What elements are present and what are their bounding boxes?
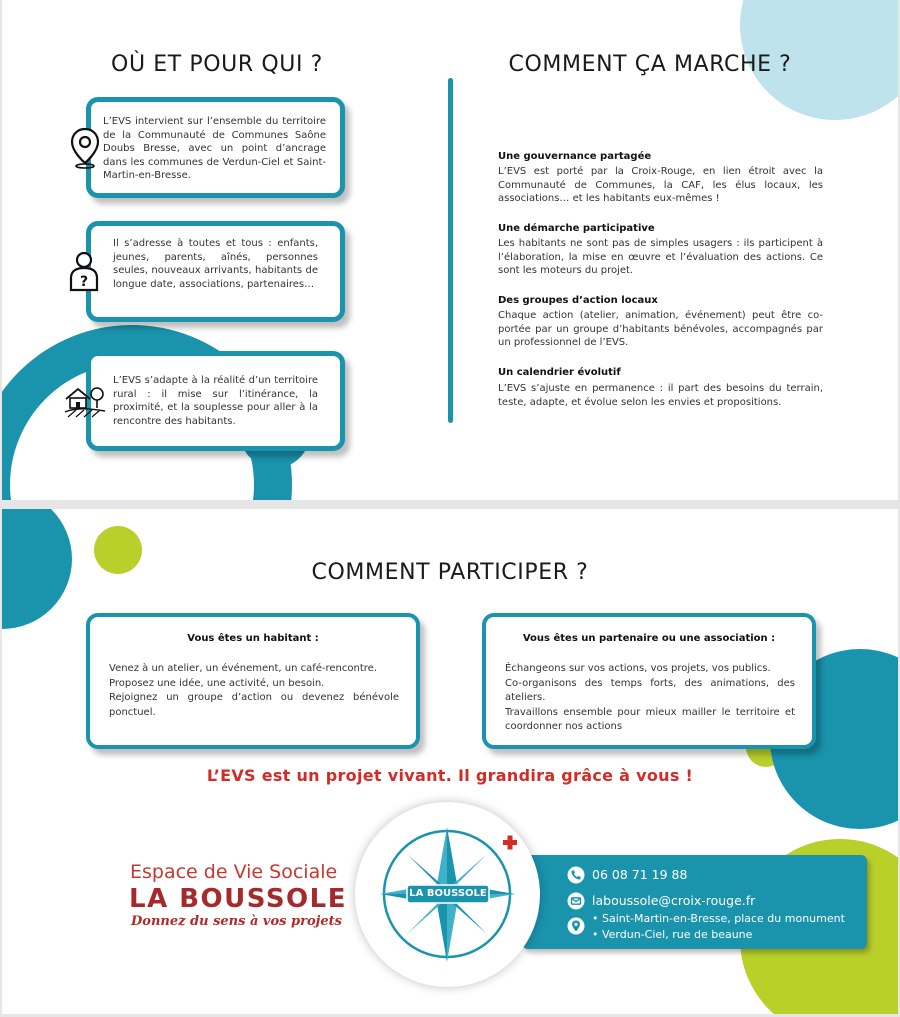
brand-tagline: Donnez du sens à vos projets <box>131 914 342 929</box>
partner-card <box>482 613 816 749</box>
svg-text:?: ? <box>79 274 89 290</box>
location-pin-icon <box>69 127 101 169</box>
rural-text: L’EVS s’adapte à la réalité d’un territoire rural : il mise sur l’itinérance, la proximité, et la souplesse pour aller à la rencontre des habitants. <box>113 375 318 427</box>
page-participate <box>2 509 898 1014</box>
phone-icon <box>567 866 585 884</box>
resident-card <box>86 613 420 749</box>
resident-line: Rejoignez un groupe d’action ou devenez bénévole ponctuel. <box>109 692 399 718</box>
brand-subtitle: Espace de Vie Sociale <box>130 861 338 883</box>
territory-text: L’EVS intervient sur l’ensemble du territoire de la Communauté de Communes Saône Doubs Bresse, avec un point d’ancrage dans les communes de Verdun-Ciel et Saint-Martin-en-Bresse. <box>103 116 326 182</box>
partner-card-body <box>505 662 795 735</box>
audience-text: Il s’adresse à toutes et tous : enfants, jeunes, parents, aînés, personnes seules, nouveaux arrivants, habitants de longue date, associations, partenaires… <box>113 238 318 290</box>
decor-circle-lime-small <box>94 526 142 574</box>
calendar-body: L’EVS s’ajuste en permanence : il part des besoins du terrain, teste, adapte, et évolue selon les envies et propositions. <box>498 383 823 408</box>
map-pin-icon <box>567 917 585 935</box>
participate-title: COMMENT PARTICIPER ? <box>311 560 589 585</box>
logo-text: LA BOUSSOLE <box>409 888 487 899</box>
resident-line: Proposez une idée, une activité, un besoin. <box>109 677 325 689</box>
email-icon <box>567 892 585 910</box>
phone-number[interactable]: 06 08 71 19 88 <box>592 867 688 882</box>
partner-card-title: Vous êtes un partenaire ou une association : <box>522 633 776 644</box>
page-where-how <box>2 0 898 500</box>
where-title: OÙ ET POUR QUI ? <box>111 52 323 77</box>
resident-line: Venez à un atelier, un événement, un café-rencontre. <box>109 663 377 674</box>
governance-title: Une gouvernance partagée <box>498 151 652 162</box>
column-divider <box>448 78 453 423</box>
partner-line: Co-organisons des temps forts, des animations, des ateliers. <box>505 677 795 704</box>
partner-line: Échangeons sur vos actions, vos projets, vos publics. <box>505 663 771 674</box>
calendar-title: Un calendrier évolutif <box>498 367 621 378</box>
rural-house-icon <box>64 383 106 419</box>
contact-box <box>522 855 867 949</box>
person-question-icon <box>67 250 101 292</box>
brand-name: LA BOUSSOLE <box>129 884 347 914</box>
email-address[interactable]: laboussole@croix-rouge.fr <box>592 893 756 908</box>
slogan: L’EVS est un projet vivant. Il grandira grâce à vous ! <box>206 766 694 785</box>
resident-card-title: Vous êtes un habitant : <box>187 633 319 644</box>
decor-circle-teal-left <box>2 509 72 629</box>
resident-card-body <box>109 662 399 720</box>
governance-body: L’EVS est porté par la Croix-Rouge, en lien étroit avec la Communauté de Communes, la CAF, les élus locaux, les associations… et les habitants eux-mêmes ! <box>498 166 823 205</box>
participatory-body: Les habitants ne sont pas de simples usagers : ils participent à l’élaboration, la mise en œuvre et l’évaluation des actions. Ce sont les moteurs du projet. <box>498 238 823 277</box>
participatory-title: Une démarche participative <box>498 223 655 234</box>
boussole-logo <box>355 802 540 987</box>
local-groups-body: Chaque action (atelier, animation, événement) peut être co-portée par un groupe d’habitants bénévoles, accompagnés par un professionnel de l’EVS. <box>498 310 823 349</box>
address-line: • Saint-Martin-en-Bresse, place du monument <box>592 912 845 925</box>
address-line: • Verdun-Ciel, rue de beaune <box>592 928 753 941</box>
local-groups-title: Des groupes d’action locaux <box>498 295 658 306</box>
partner-line: Travaillons ensemble pour mieux mailler le territoire et coordonner nos actions <box>505 706 795 733</box>
how-title: COMMENT ÇA MARCHE ? <box>508 52 792 77</box>
